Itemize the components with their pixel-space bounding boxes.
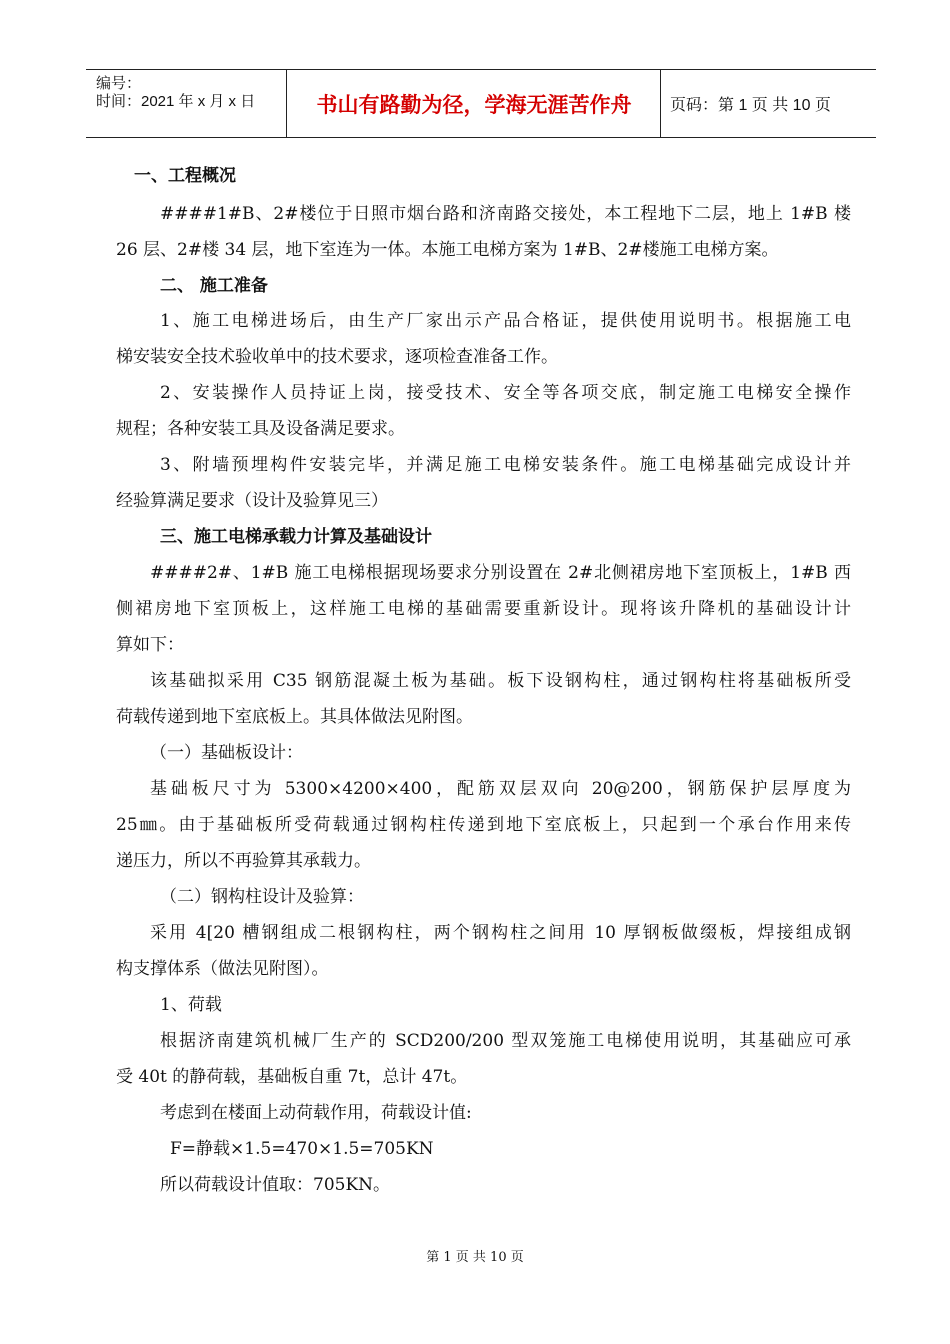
section-heading-1: 一、工程概况 — [134, 166, 236, 186]
paragraph-line: 所以荷载设计值取：705KN。 — [160, 1175, 391, 1195]
paragraph-line: 2、安装操作人员持证上岗，接受技术、安全等各项交底，制定施工电梯安全操作 — [160, 383, 851, 403]
section-heading-3: 三、施工电梯承载力计算及基础设计 — [160, 527, 432, 547]
paragraph-line: 根据济南建筑机械厂生产的 SCD200/200 型双笼施工电梯使用说明，其基础应可承 — [160, 1031, 851, 1051]
paragraph-line: ####1#B、2#楼位于日照市烟台路和济南路交接处，本工程地下二层，地上 1#B 楼 — [160, 204, 851, 224]
page-info-text: 页码：第 1 页 共 10 页 — [670, 97, 831, 114]
paragraph-line: 侧裙房地下室顶板上，这样施工电梯的基础需要重新设计。现将该升降机的基础设计计 — [116, 599, 851, 619]
paragraph-line: 受 40t 的静荷载，基础板自重 7t，总计 47t。 — [116, 1067, 468, 1087]
paragraph-line: 经验算满足要求（设计及验算见三） — [116, 491, 388, 511]
page-info-cell — [670, 70, 876, 137]
section-heading-2: 二、 施工准备 — [160, 276, 268, 296]
motto-cell — [288, 70, 661, 137]
formula-line: F=静载×1.5=470×1.5=705KN — [170, 1139, 434, 1159]
paragraph-line: 递压力，所以不再验算其承载力。 — [116, 851, 371, 871]
paragraph-line: 荷载传递到地下室底板上。其具体做法见附图。 — [116, 707, 473, 727]
paragraph-line: 基础板尺寸为 5300×4200×400，配筋双层双向 20@200，钢筋保护层厚度为 — [150, 779, 851, 799]
paragraph-line: 25㎜。由于基础板所受荷载通过钢构柱传递到地下室底板上，只起到一个承台作用来传 — [116, 815, 851, 835]
subsection-heading: （二）钢构柱设计及验算： — [160, 887, 364, 907]
subsection-heading: （一）基础板设计： — [150, 743, 303, 763]
paragraph-line: 规程；各种安装工具及设备满足要求。 — [116, 419, 405, 439]
paragraph-line: 梯安装安全技术验收单中的技术要求，逐项检查准备工作。 — [116, 347, 558, 367]
header-meta-cell — [86, 70, 287, 137]
paragraph-line: 采用 4[20 槽钢组成二根钢构柱，两个钢构柱之间用 10 厚钢板做缀板，焊接组成钢 — [150, 923, 851, 943]
paragraph-line: ####2#、1#B 施工电梯根据现场要求分别设置在 2#北侧裙房地下室顶板上，1#B 西 — [150, 563, 851, 583]
paragraph-line: 26 层、2#楼 34 层，地下室连为一体。本施工电梯方案为 1#B、2#楼施工电梯方案。 — [116, 240, 779, 260]
paragraph-line: 1、施工电梯进场后，由生产厂家出示产品合格证，提供使用说明书。根据施工电 — [160, 311, 851, 331]
header-table — [86, 69, 876, 138]
paragraph-line: 该基础拟采用 C35 钢筋混凝土板为基础。板下设钢构柱，通过钢构柱将基础板所受 — [150, 671, 851, 691]
paragraph-line: 算如下： — [116, 635, 184, 655]
subsection-heading: 1、荷载 — [160, 995, 222, 1015]
page-footer: 第 1 页 共 10 页 — [426, 1250, 524, 1265]
time-label: 时间：2021 年 x 月 x 日 — [96, 93, 256, 110]
paragraph-line: 3、附墙预埋构件安装完毕，并满足施工电梯安装条件。施工电梯基础完成设计并 — [160, 455, 851, 475]
motto-text: 书山有路勤为径，学海无涯苦作舟 — [316, 92, 632, 117]
number-label: 编号： — [96, 75, 142, 92]
paragraph-line: 构支撑体系（做法见附图）。 — [116, 959, 329, 979]
paragraph-line: 考虑到在楼面上动荷载作用，荷载设计值: — [160, 1103, 472, 1123]
